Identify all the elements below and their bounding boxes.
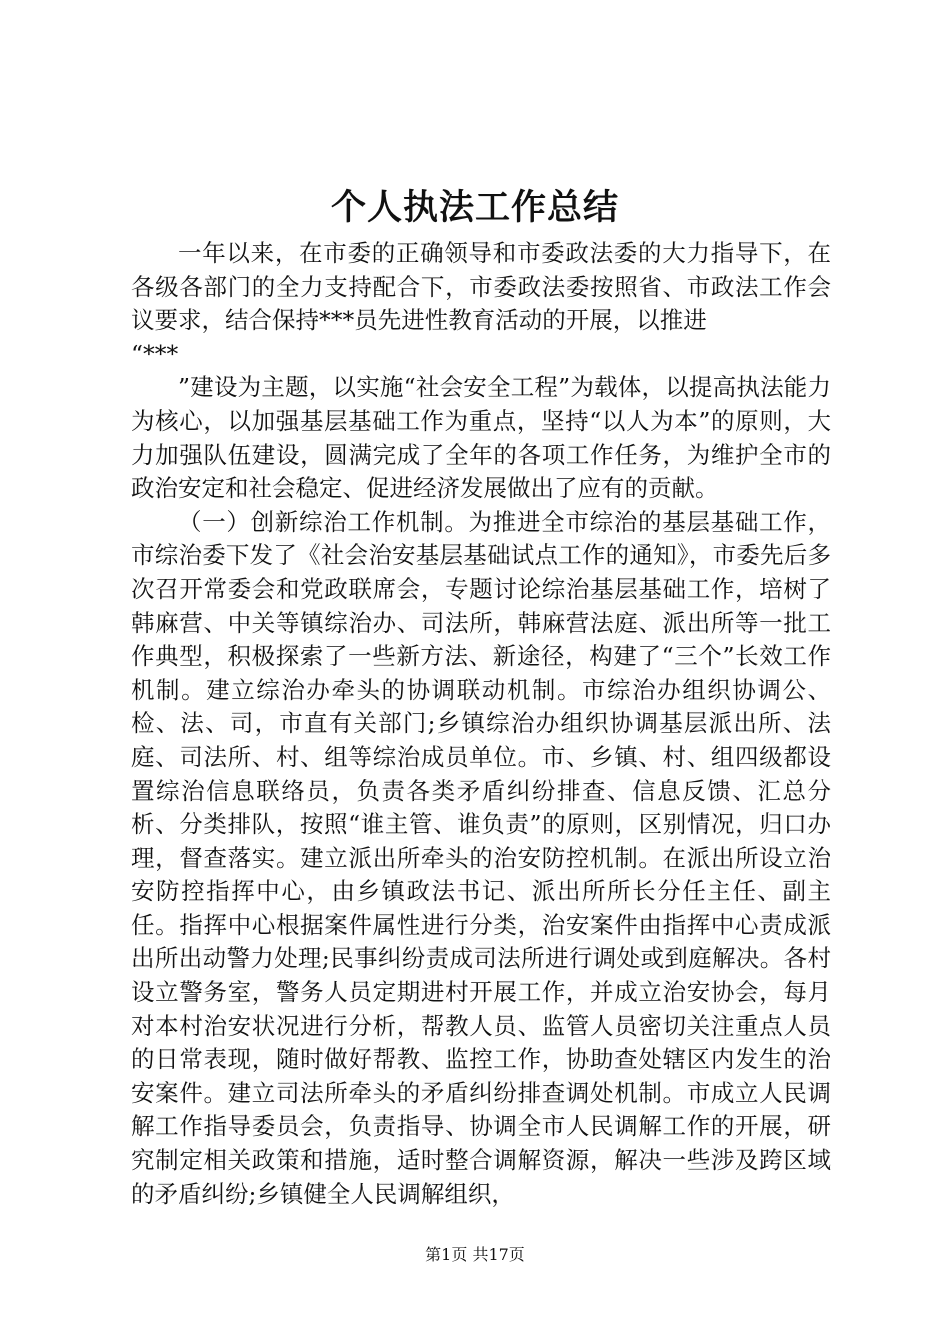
page-number-footer: 第1页 共17页 xyxy=(425,1245,525,1264)
paragraph-section-1: （一）创新综治工作机制。为推进全市综治的基层基础工作，市综治委下发了《社会治安基层基础试点工作的通知》，市委先后多次召开常委会和党政联席会，专题讨论综治基层基础工作，培树了韩麻营、中关等镇综治办、司法所，韩麻营法庭、派出所等一批工作典型，积极探索了一些新方法、新途径，构建了“三个”长效工作机制。建立综治办牵头的协调联动机制。市综治办组织协调公、检、法、司，市直有关部门;乡镇综治办组织协调基层派出所、法庭、司法所、村、组等综治成员单位。市、乡镇、村、组四级都设置综治信息联络员，负责各类矛盾纠纷排查、信息反馈、汇总分析、分类排队，按照“谁主管、谁负责”的原则，区别情况，归口办理，督查落实。建立派出所牵头的治安防控机制。在派出所设立治安防控指挥中心，由乡镇政法书记、派出所所长分任主任、副主任。指挥中心根据案件属性进行分类，治安案件由指挥中心责成派出所出动警力处理;民事纠纷责成司法所进行调处或到庭解决。各村设立警务室，警务人员定期进村开展工作，并成立治安协会，每月对本村治安状况进行分析，帮教人员、监管人员密切关注重点人员的日常表现，随时做好帮教、监控工作，协助查处辖区内发生的治安案件。建立司法所牵头的矛盾纠纷排查调处机制。市成立人民调解工作指导委员会，负责指导、协调全市人民调解工作的开展，研究制定相关政策和措施，适时整合调解资源，解决一些涉及跨区域的矛盾纠纷;乡镇健全人民调解组织， xyxy=(131,507,831,1208)
document-body xyxy=(131,237,831,1211)
paragraph-quote-start: “*** xyxy=(131,339,179,368)
paragraph-intro: 一年以来，在市委的正确领导和市委政法委的大力指导下，在各级各部门的全力支持配合下，市委政法委按照省、市政法工作会议要求，结合保持***员先进性教育活动的开展，以推进 xyxy=(131,239,831,335)
document-title: 个人执法工作总结 xyxy=(330,187,619,228)
paragraph-theme: ”建设为主题，以实施“社会安全工程”为载体，以提高执法能力为核心，以加强基层基础工作为重点，坚持“以人为本”的原则，大力加强队伍建设，圆满完成了全年的各项工作任务，为维护全市的政治安定和社会稳定、促进经济发展做出了应有的贡献。 xyxy=(131,373,831,503)
